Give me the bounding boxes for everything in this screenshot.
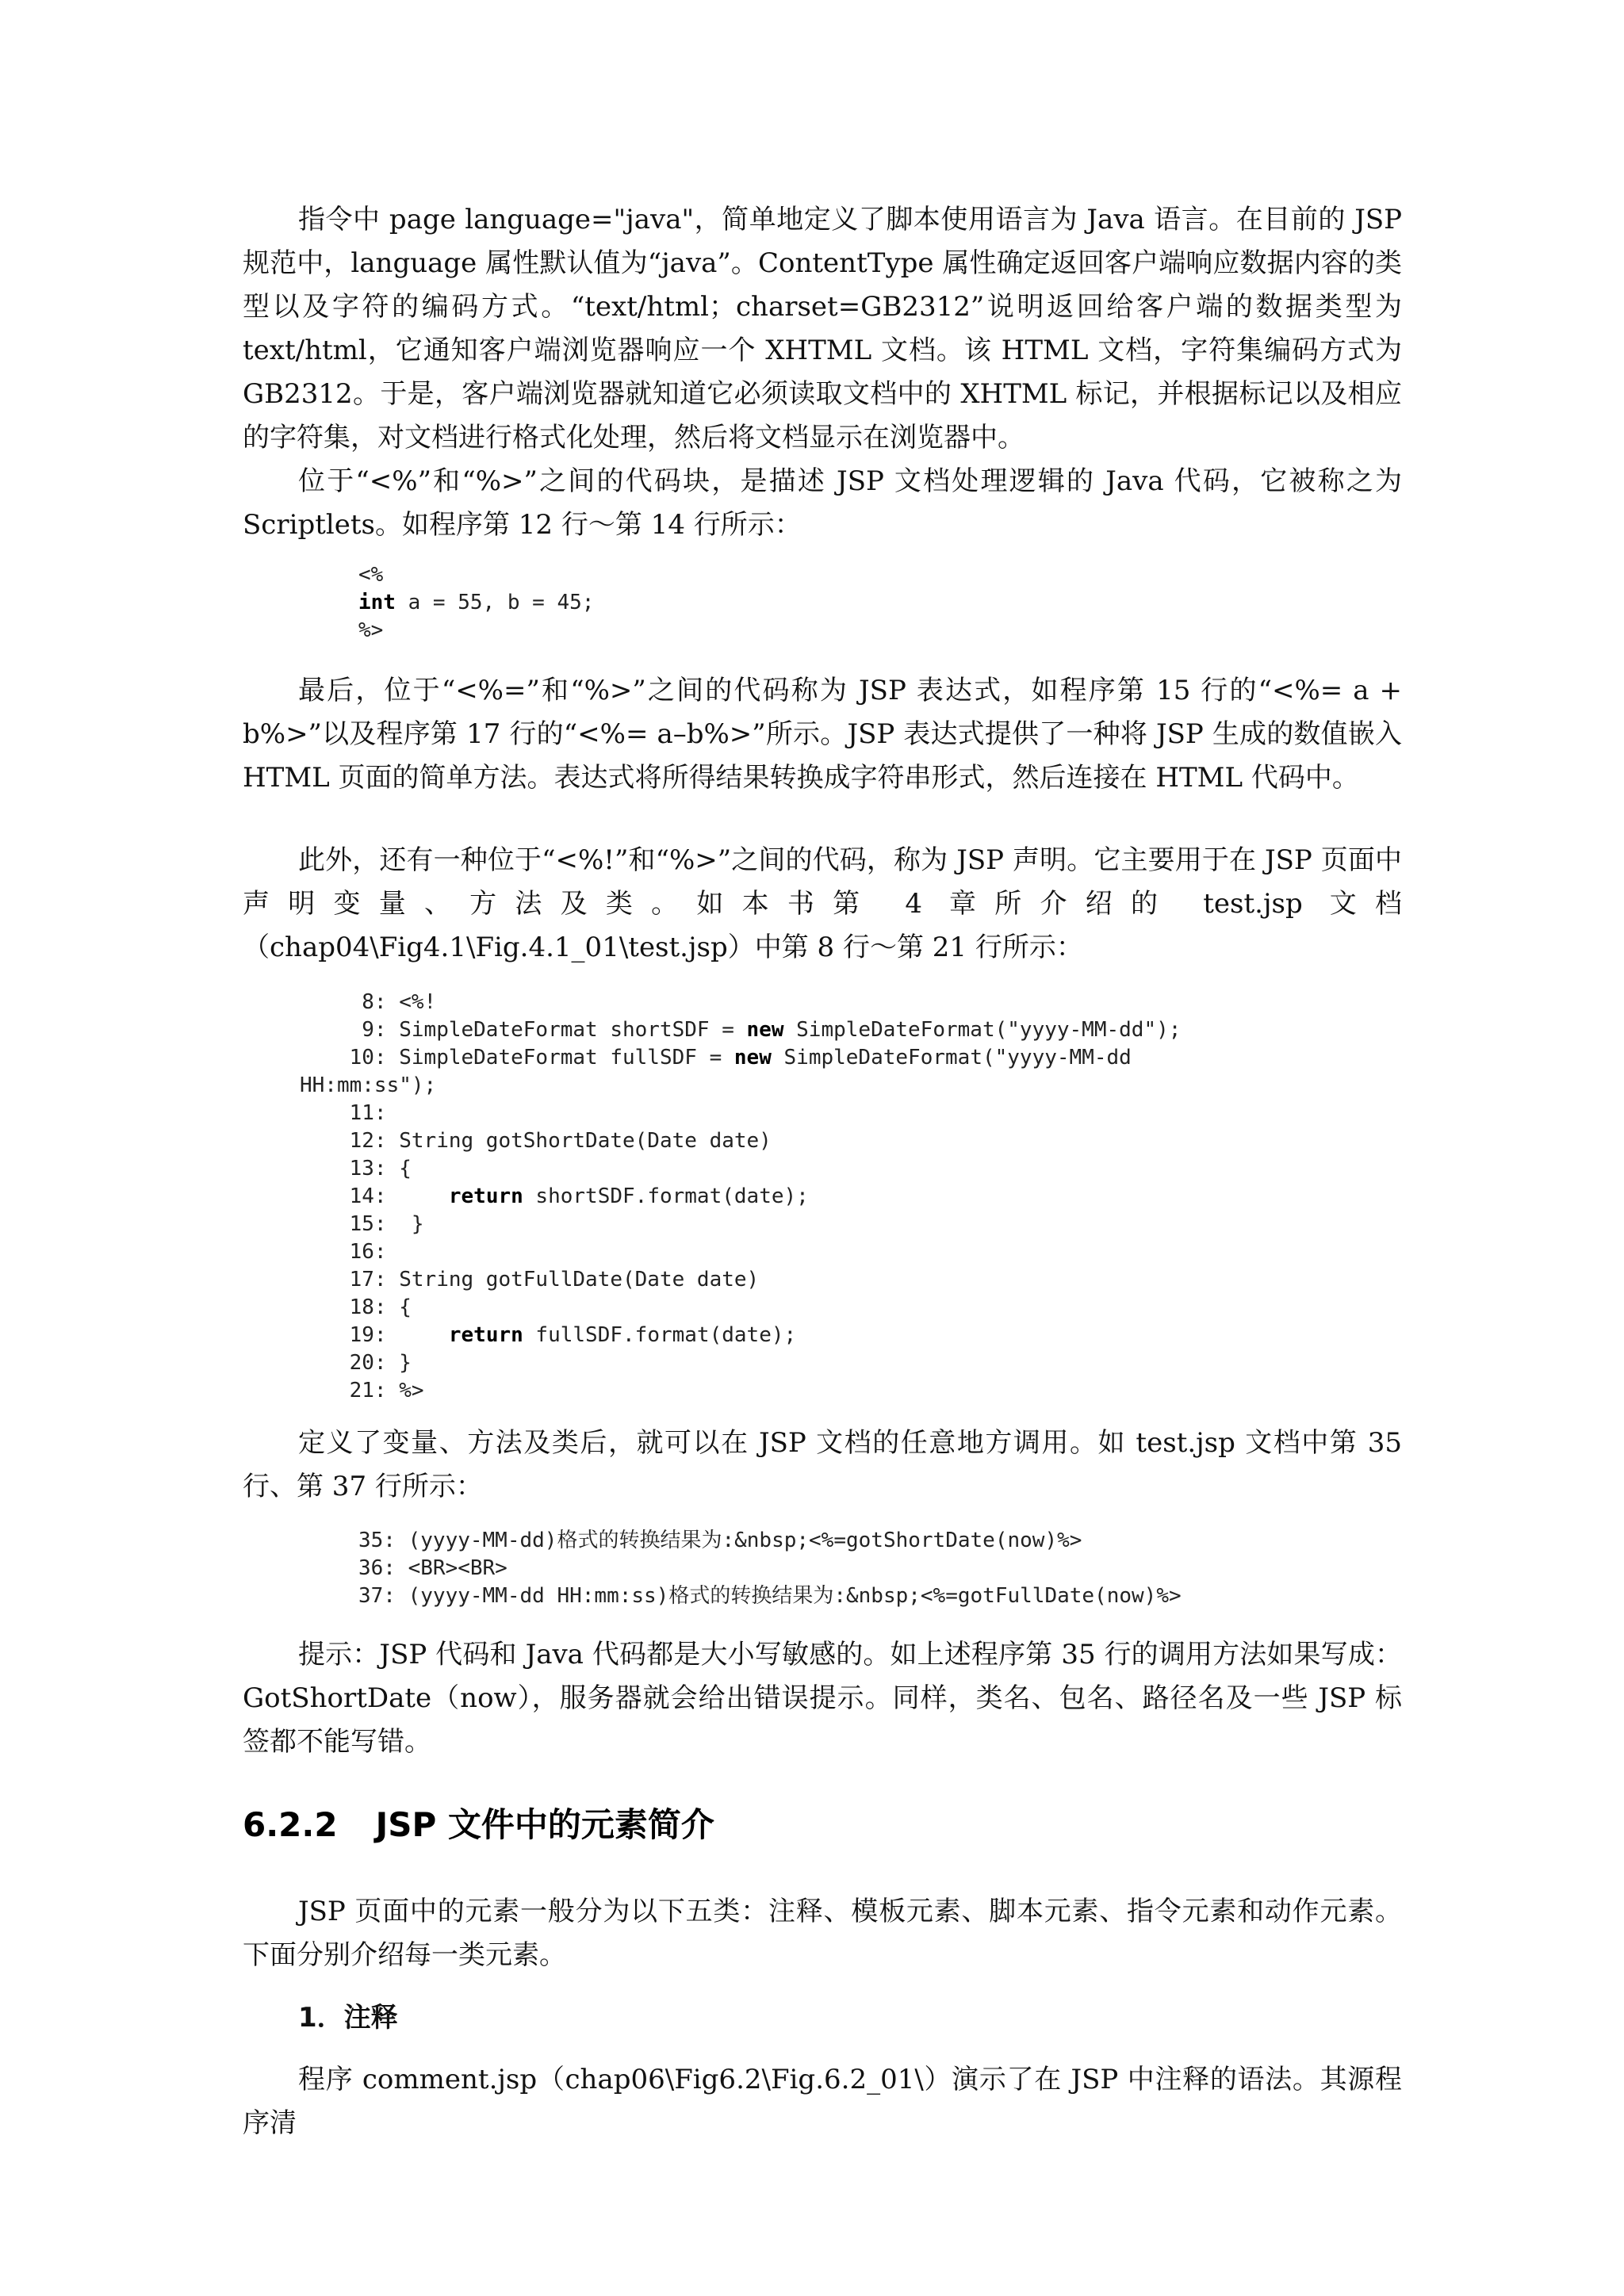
code-text: 14: <box>349 1184 449 1208</box>
code-line <box>300 1322 1181 1349</box>
code-line: 36: <BR><BR> <box>358 1556 508 1580</box>
paragraph-declarations: 此外，还有一种位于“<%!”和“%>”之间的代码，称为 JSP 声明。它主要用于在 JSP 页面中声明变量、方法及类。如本书第 4 章所介绍的 test.jsp 文档（chap04\Fig4.1\Fig.4.1_01\test.jsp）中第 8 行～第 21 行所示： <box>243 844 1402 963</box>
code-keyword: return <box>448 1184 523 1208</box>
code-line <box>300 1349 1181 1377</box>
paragraph-usage: 定义了变量、方法及类后，就可以在 JSP 文档的任意地方调用。如 test.jsp 文档中第 35 行、第 37 行所示： <box>243 1427 1402 1502</box>
section-heading <box>243 1801 714 1849</box>
code-line <box>300 1127 1181 1155</box>
code-line: %> <box>358 618 384 642</box>
section-title: JSP 文件中的元素简介 <box>375 1805 714 1844</box>
code-line <box>358 589 594 617</box>
code-line: <% <box>358 563 384 587</box>
code-text: 18: { <box>349 1295 412 1319</box>
code-text: fullSDF.format(date); <box>523 1323 797 1347</box>
code-text: 17: String gotFullDate(Date date) <box>349 1268 760 1292</box>
code-line: HH:mm:ss"); <box>300 1073 437 1097</box>
paragraph-scriptlets: 位于“<%”和“%>”之间的代码块，是描述 JSP 文档处理逻辑的 Java 代码，它被称之为 Scriptlets。如程序第 12 行～第 14 行所示： <box>243 465 1402 541</box>
subsection-heading: 1．注释 <box>298 2002 398 2034</box>
code-text: 21: %> <box>349 1379 424 1402</box>
code-text: shortSDF.format(date); <box>523 1184 809 1208</box>
code-line <box>300 1016 1181 1044</box>
code-block-usage <box>358 1527 1182 1610</box>
code-line <box>300 1294 1181 1322</box>
section-number: 6.2.2 <box>243 1805 338 1844</box>
code-text: a = 55, b = 45; <box>395 591 595 614</box>
code-line: 35: (yyyy-MM-dd)格式的转换结果为:&nbsp;<%=gotShortDate(now)%> <box>358 1529 1082 1552</box>
code-line <box>300 1211 1181 1238</box>
code-text: 12: String gotShortDate(Date date) <box>349 1129 772 1153</box>
code-keyword: new <box>746 1018 784 1042</box>
code-line: 37: (yyyy-MM-dd HH:mm:ss)格式的转换结果为:&nbsp;<%=gotFullDate(now)%> <box>358 1584 1182 1608</box>
code-block-scriptlet <box>358 561 594 645</box>
code-line <box>300 989 1181 1016</box>
paragraph-tip: 提示：JSP 代码和 Java 代码都是大小写敏感的。如上述程序第 35 行的调用方法如果写成：GotShortDate（now），服务器就会给出错误提示。同样，类名、包名、路径名及一些 JSP 标签都不能写错。 <box>243 1639 1402 1758</box>
code-keyword: int <box>358 591 396 614</box>
code-text: 16: <box>349 1240 387 1264</box>
code-keyword: return <box>448 1323 523 1347</box>
code-block-declaration <box>300 989 1181 1405</box>
paragraph-element-types: JSP 页面中的元素一般分为以下五类：注释、模板元素、脚本元素、指令元素和动作元素。下面分别介绍每一类元素。 <box>243 1896 1402 1971</box>
code-line <box>300 1183 1181 1211</box>
code-text: 15: } <box>349 1212 424 1236</box>
code-text: 9: SimpleDateFormat shortSDF = <box>349 1018 747 1042</box>
code-line <box>300 1377 1181 1405</box>
code-line <box>300 1266 1181 1294</box>
paragraph-comment-intro: 程序 comment.jsp（chap06\Fig6.2\Fig.6.2_01\）演示了在 JSP 中注释的语法。其源程序清 <box>243 2064 1402 2139</box>
code-line <box>300 1044 1181 1072</box>
code-text: 8: <%! <box>349 990 437 1014</box>
code-text: 10: SimpleDateFormat fullSDF = <box>349 1046 734 1070</box>
paragraph-page-directive: 指令中 page language="java"，简单地定义了脚本使用语言为 Java 语言。在目前的 JSP 规范中，language 属性默认值为“java”。ContentType 属性确定返回客户端响应数据内容的类型以及字符的编码方式。“text/html；charset=GB2312”说明返回给客户端的数据类型为 text/html，它通知客户端浏览器响应一个 XHTML 文档。该 HTML 文档，字符集编码方式为 GB2312。于是，客户端浏览器就知道它必须读取文档中的 XHTML 标记，并根据标记以及相应的字符集，对文档进行格式化处理，然后将文档显示在浏览器中。 <box>243 204 1402 453</box>
code-text: SimpleDateFormat("yyyy-MM-dd <box>771 1046 1132 1070</box>
code-line <box>300 1100 1181 1127</box>
code-line <box>300 1155 1181 1183</box>
code-text: 19: <box>349 1323 449 1347</box>
code-text: SimpleDateFormat("yyyy-MM-dd"); <box>783 1018 1182 1042</box>
code-text: 11: <box>349 1101 387 1125</box>
code-text: 13: { <box>349 1157 412 1181</box>
code-line <box>300 1238 1181 1266</box>
code-keyword: new <box>733 1046 772 1070</box>
paragraph-expressions: 最后，位于“<%=”和“%>”之间的代码称为 JSP 表达式，如程序第 15 行的“<%= a + b%>”以及程序第 17 行的“<%= a–b%>”所示。JSP 表达式提供了一种将 JSP 生成的数值嵌入 HTML 页面的简单方法。表达式将所得结果转换成字符串形式，然后连接在 HTML 代码中。 <box>243 675 1402 794</box>
code-text: 20: } <box>349 1351 412 1375</box>
